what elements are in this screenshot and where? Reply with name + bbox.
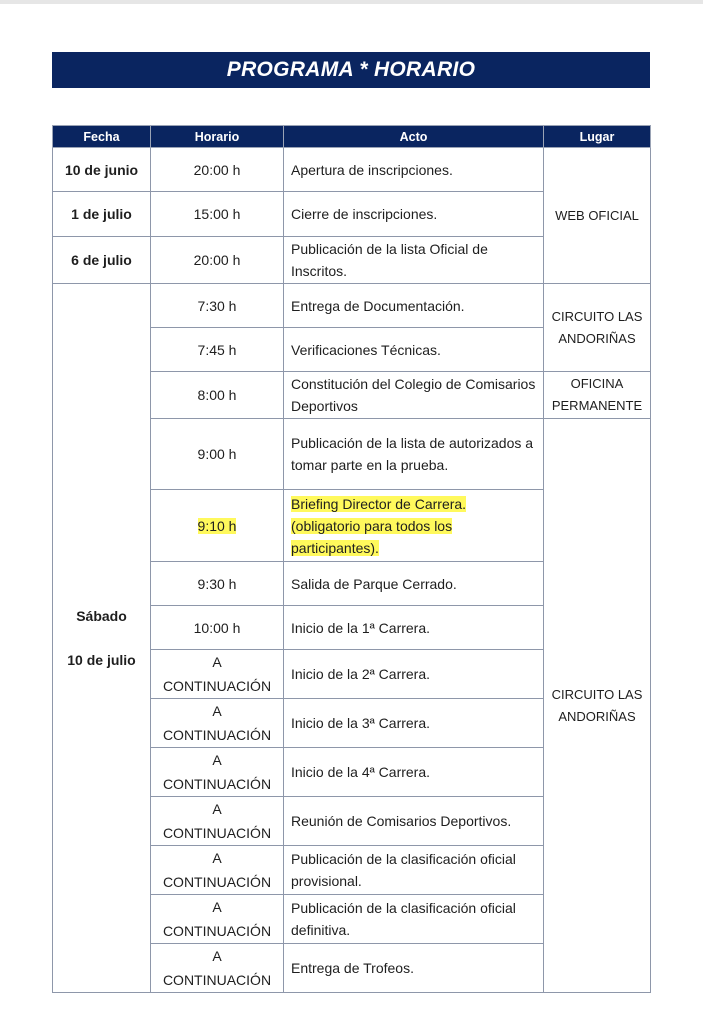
horario-cell: 9:30 h — [151, 562, 284, 606]
horario-cell — [151, 895, 284, 944]
acto-cell: Verificaciones Técnicas. — [284, 328, 544, 372]
top-edge-shade — [0, 0, 703, 4]
column-header-fecha: Fecha — [53, 126, 151, 148]
acto-cell: Entrega de Trofeos. — [284, 944, 544, 993]
horario-cell — [151, 650, 284, 699]
table-row — [53, 148, 651, 192]
horario-continuacion: CONTINUACIÓN — [162, 874, 272, 890]
horario-a: A — [212, 654, 222, 670]
briefing-line-2: (obligatorio para todos los participantes). — [291, 517, 453, 556]
column-header-acto: Acto — [284, 126, 544, 148]
horario-cell: 20:00 h — [151, 237, 284, 284]
horario-a: A — [212, 752, 222, 768]
horario-continuacion: CONTINUACIÓN — [162, 678, 272, 694]
horario-cell: 10:00 h — [151, 606, 284, 650]
table-row — [53, 284, 651, 328]
horario-cell: 7:30 h — [151, 284, 284, 328]
horario-cell — [151, 797, 284, 846]
briefing-line-1: Briefing Director de Carrera. — [291, 495, 467, 512]
column-header-lugar: Lugar — [544, 126, 651, 148]
fecha-sabado-date: 10 de julio — [67, 652, 136, 668]
horario-a: A — [212, 948, 222, 964]
horario-continuacion: CONTINUACIÓN — [162, 923, 272, 939]
horario-cell: 7:45 h — [151, 328, 284, 372]
horario-a: A — [212, 801, 222, 817]
horario-continuacion: CONTINUACIÓN — [162, 972, 272, 988]
acto-cell: Publicación de la lista Oficial de Inscritos. — [284, 237, 544, 284]
table-header-row — [53, 126, 651, 148]
acto-cell: Publicación de la lista de autorizados a tomar parte en la prueba. — [284, 419, 544, 490]
lugar-web-oficial: WEB OFICIAL — [544, 148, 651, 284]
horario-cell — [151, 490, 284, 562]
column-header-horario: Horario — [151, 126, 284, 148]
horario-cell: 8:00 h — [151, 372, 284, 419]
acto-cell: Publicación de la clasificación oficial provisional. — [284, 846, 544, 895]
fecha-cell: 1 de julio — [53, 192, 151, 237]
lugar-circuito-2: CIRCUITO LAS ANDORIÑAS — [544, 419, 651, 993]
horario-a: A — [212, 850, 222, 866]
horario-a: A — [212, 703, 222, 719]
horario-a: A — [212, 899, 222, 915]
schedule-table — [52, 125, 651, 993]
horario-continuacion: CONTINUACIÓN — [162, 776, 272, 792]
horario-continuacion: CONTINUACIÓN — [162, 727, 272, 743]
lugar-circuito-1: CIRCUITO LAS ANDORIÑAS — [544, 284, 651, 372]
horario-continuacion: CONTINUACIÓN — [162, 825, 272, 841]
acto-cell: Constitución del Colegio de Comisarios Deportivos — [284, 372, 544, 419]
fecha-cell: 10 de junio — [53, 148, 151, 192]
horario-cell — [151, 748, 284, 797]
acto-cell: Reunión de Comisarios Deportivos. — [284, 797, 544, 846]
acto-cell: Cierre de inscripciones. — [284, 192, 544, 237]
acto-cell — [284, 490, 544, 562]
horario-cell: 20:00 h — [151, 148, 284, 192]
horario-cell — [151, 944, 284, 993]
lugar-oficina-permanente: OFICINA PERMANENTE — [544, 372, 651, 419]
fecha-sabado-day: Sábado — [76, 608, 127, 624]
acto-cell: Entrega de Documentación. — [284, 284, 544, 328]
acto-cell: Publicación de la clasificación oficial definitiva. — [284, 895, 544, 944]
highlighted-time: 9:10 h — [197, 517, 237, 534]
acto-cell: Inicio de la 4ª Carrera. — [284, 748, 544, 797]
acto-cell: Salida de Parque Cerrado. — [284, 562, 544, 606]
horario-cell: 9:00 h — [151, 419, 284, 490]
fecha-cell: 6 de julio — [53, 237, 151, 284]
horario-cell — [151, 846, 284, 895]
acto-cell: Apertura de inscripciones. — [284, 148, 544, 192]
acto-cell: Inicio de la 3ª Carrera. — [284, 699, 544, 748]
horario-cell — [151, 699, 284, 748]
acto-cell: Inicio de la 2ª Carrera. — [284, 650, 544, 699]
page-title: PROGRAMA * HORARIO — [52, 52, 650, 88]
acto-cell: Inicio de la 1ª Carrera. — [284, 606, 544, 650]
horario-cell: 15:00 h — [151, 192, 284, 237]
fecha-sabado-cell — [53, 284, 151, 993]
